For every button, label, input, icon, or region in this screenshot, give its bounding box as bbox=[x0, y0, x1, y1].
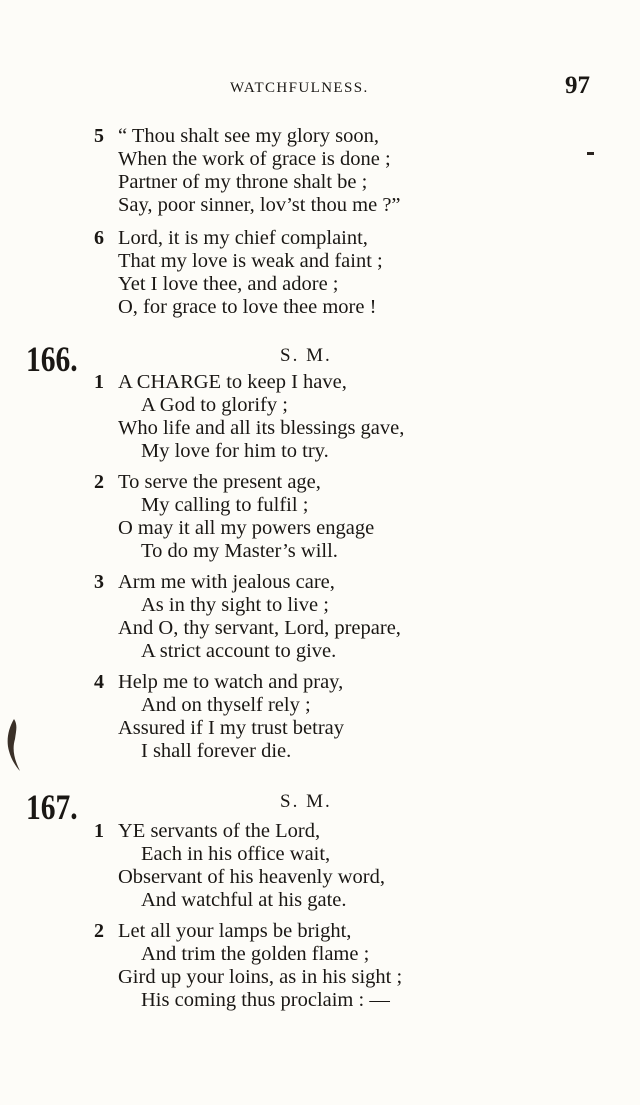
running-title: WATCHFULNESS. bbox=[230, 80, 369, 96]
verse-line: His coming thus proclaim : — bbox=[141, 989, 390, 1011]
hymn-meter: S. M. bbox=[280, 345, 332, 366]
verse-line: To do my Master’s will. bbox=[141, 540, 338, 562]
verse-line: When the work of grace is done ; bbox=[118, 148, 391, 170]
verse-line: YE servants of the Lord, bbox=[118, 820, 321, 842]
verse-line: O may it all my powers engage bbox=[118, 517, 375, 539]
stanza-number: 1 bbox=[94, 371, 104, 393]
verse-line: Yet I love thee, and adore ; bbox=[118, 273, 339, 295]
stanza-number: 4 bbox=[94, 671, 104, 693]
verse-line: My love for him to try. bbox=[141, 440, 329, 462]
verse-line: Lord, it is my chief complaint, bbox=[118, 227, 368, 249]
stanza-number: 2 bbox=[94, 471, 104, 493]
verse-line: Let all your lamps be bright, bbox=[118, 920, 352, 942]
verse-line: And O, thy servant, Lord, prepare, bbox=[118, 617, 401, 639]
stanza-number: 5 bbox=[94, 125, 104, 147]
verse-line: Gird up your loins, as in his sight ; bbox=[118, 966, 403, 988]
verse-line: My calling to fulfil ; bbox=[141, 494, 309, 516]
page-header bbox=[0, 72, 640, 102]
verse-line: “ Thou shalt see my glory soon, bbox=[118, 125, 379, 147]
verse-line: Who life and all its blessings gave, bbox=[118, 417, 405, 439]
ink-speck-mark bbox=[586, 150, 596, 158]
verse-line: O, for grace to love thee more ! bbox=[118, 296, 377, 318]
verse-line: To serve the present age, bbox=[118, 471, 321, 493]
verse-line: Arm me with jealous care, bbox=[118, 571, 335, 593]
hymn-number: 166. bbox=[26, 339, 78, 379]
stanza-number: 6 bbox=[94, 227, 104, 249]
verse-line: Say, poor sinner, lov’st thou me ?” bbox=[118, 194, 401, 216]
page-number: 97 bbox=[565, 72, 590, 99]
verse-line: Assured if I my trust betray bbox=[118, 717, 345, 739]
hymn-number: 167. bbox=[26, 787, 78, 827]
verse-line: A God to glorify ; bbox=[141, 394, 288, 416]
verse-line: I shall forever die. bbox=[141, 740, 292, 762]
ink-blot-mark bbox=[0, 715, 26, 775]
verse-line: A CHARGE to keep I have, bbox=[118, 371, 347, 393]
stanza-number: 3 bbox=[94, 571, 104, 593]
verse-line: And on thyself rely ; bbox=[141, 694, 311, 716]
hymn-meter: S. M. bbox=[280, 791, 332, 812]
stanza-number: 2 bbox=[94, 920, 104, 942]
verse-line: Partner of my throne shalt be ; bbox=[118, 171, 368, 193]
verse-line: Each in his office wait, bbox=[141, 843, 331, 865]
verse-line: A strict account to give. bbox=[141, 640, 337, 662]
verse-line: And watchful at his gate. bbox=[141, 889, 347, 911]
stanza-number: 1 bbox=[94, 820, 104, 842]
verse-line: That my love is weak and faint ; bbox=[118, 250, 383, 272]
verse-line: As in thy sight to live ; bbox=[141, 594, 329, 616]
verse-line: And trim the golden flame ; bbox=[141, 943, 370, 965]
verse-line: Help me to watch and pray, bbox=[118, 671, 344, 693]
verse-line: Observant of his heavenly word, bbox=[118, 866, 386, 888]
